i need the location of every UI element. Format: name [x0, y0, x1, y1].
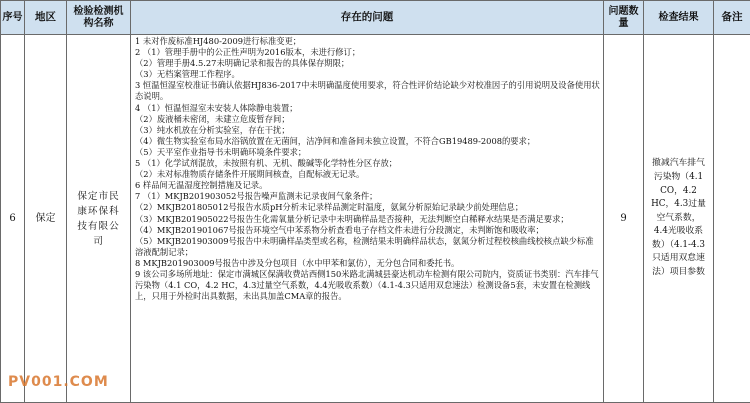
header-remark: 备注: [714, 1, 750, 35]
issue-line: 5 （1）化学试剂混放，未按照有机、无机、酸碱等化学特性分区存放；: [135, 158, 398, 169]
header-region: 地区: [25, 1, 67, 35]
issue-line: （2）废液桶未密闭，未建立危废暂存间；: [135, 113, 290, 124]
header-row: [1, 1, 750, 35]
issue-line: （3）纯水机放在分析实验室，存在干扰；: [135, 124, 290, 135]
issue-line: （2）未对标准物质存储条件开展期间核查，自配标液无记录。: [135, 169, 365, 180]
issue-line: （5）天平室作业指导书未明确环境条件要求；: [135, 146, 307, 157]
issue-line: （2）管理手册4.5.27未明确记录和报告的具体保存期限；: [135, 58, 350, 69]
issue-line: （4）微生物实验室布局水浴锅放置在无菌间，洁净间和准备间未独立设置，不符合GB19489-2008的要求；: [135, 135, 536, 146]
header-result: 检查结果: [644, 1, 714, 35]
header-seq: 序号: [1, 1, 25, 35]
row-count: 9: [604, 35, 644, 403]
row-org: 保定市民康环保科技有限公司: [67, 35, 131, 403]
issue-line: 8 MKJB201903009号报告中涉及分包项目（水中甲苯和氯仿），无分包合同和委托书。: [135, 257, 460, 268]
issue-line: 3 恒温恒湿室校准证书确认依据HJ836-2017中未明确温度使用要求，符合性评价结论缺少对校准因子的引用说明及设备使用状态说明。: [135, 80, 600, 102]
row-seq: 6: [1, 35, 25, 403]
row-remark: [714, 35, 750, 403]
issue-line: （5）MKJB201903009号报告中未明确样品类型或名称，检测结果未明确样品状态，氨氮分析过程校核曲线校核点缺少标准溶液配制记录；: [135, 235, 594, 257]
issue-line: 7 （1）MKJB201903052号报告噪声监测未记录夜间气象条件；: [135, 191, 378, 202]
table-row: [1, 35, 750, 403]
issue-line: 4 （1）恒温恒湿室未安装人体除静电装置；: [135, 102, 298, 113]
row-region: 保定: [25, 35, 67, 403]
header-issues: 存在的问题: [131, 1, 604, 35]
header-org: 检验检测机构名称: [67, 1, 131, 35]
issue-line: （3）无档案管理工作程序。: [135, 69, 240, 80]
issue-line: （3）MKJB201905022号报告生化需氧量分析记录中未明确样品是否接种，无法判断空白稀释水结果是否满足要求；: [135, 213, 569, 224]
row-result: 撤减汽车排气污染物（4.1 CO，4.2 HC，4.3过量空气系数，4.4光吸收系数）（4.1-4.3只适用双怠速法）项目参数: [644, 35, 714, 403]
site-watermark: PV001.COM: [8, 374, 109, 390]
issue-line: （4）MKJB201901067号报告环境空气中苯系物分析查看电子存档文件未进行分段测定，未判断饱和吸收率；: [135, 224, 544, 235]
issue-line: 1 未对作废标准HJ480-2009进行标准变更；: [135, 36, 302, 46]
issue-line: 2 （1）管理手册中的公正性声明为2016版本，未进行修订；: [135, 47, 361, 58]
issue-line: 6 样品间无温湿度控制措施及记录。: [135, 180, 268, 191]
issue-line: 9 该公司多场所地址：保定市满城区保满收费站西侧150米路北满城县豪达机动车检测有限公司院内，资质证书类别：汽车排气污染物（4.1 CO，4.2 HC，4.3过量空气系数，4.4光吸收系数）（4.1-4.3只适用双怠速法）检测设备5套，未安置在检测线上，只用于外检时出具数据，未出具加盖CMA章的报告。: [135, 268, 599, 302]
issue-line: （2）MKJB201805012号报告水质pH分析未记录样品测定时温度，氨氮分析原始记录缺少前处理信息；: [135, 202, 524, 213]
header-count: 问题数量: [604, 1, 644, 35]
row-issues: [131, 35, 604, 403]
